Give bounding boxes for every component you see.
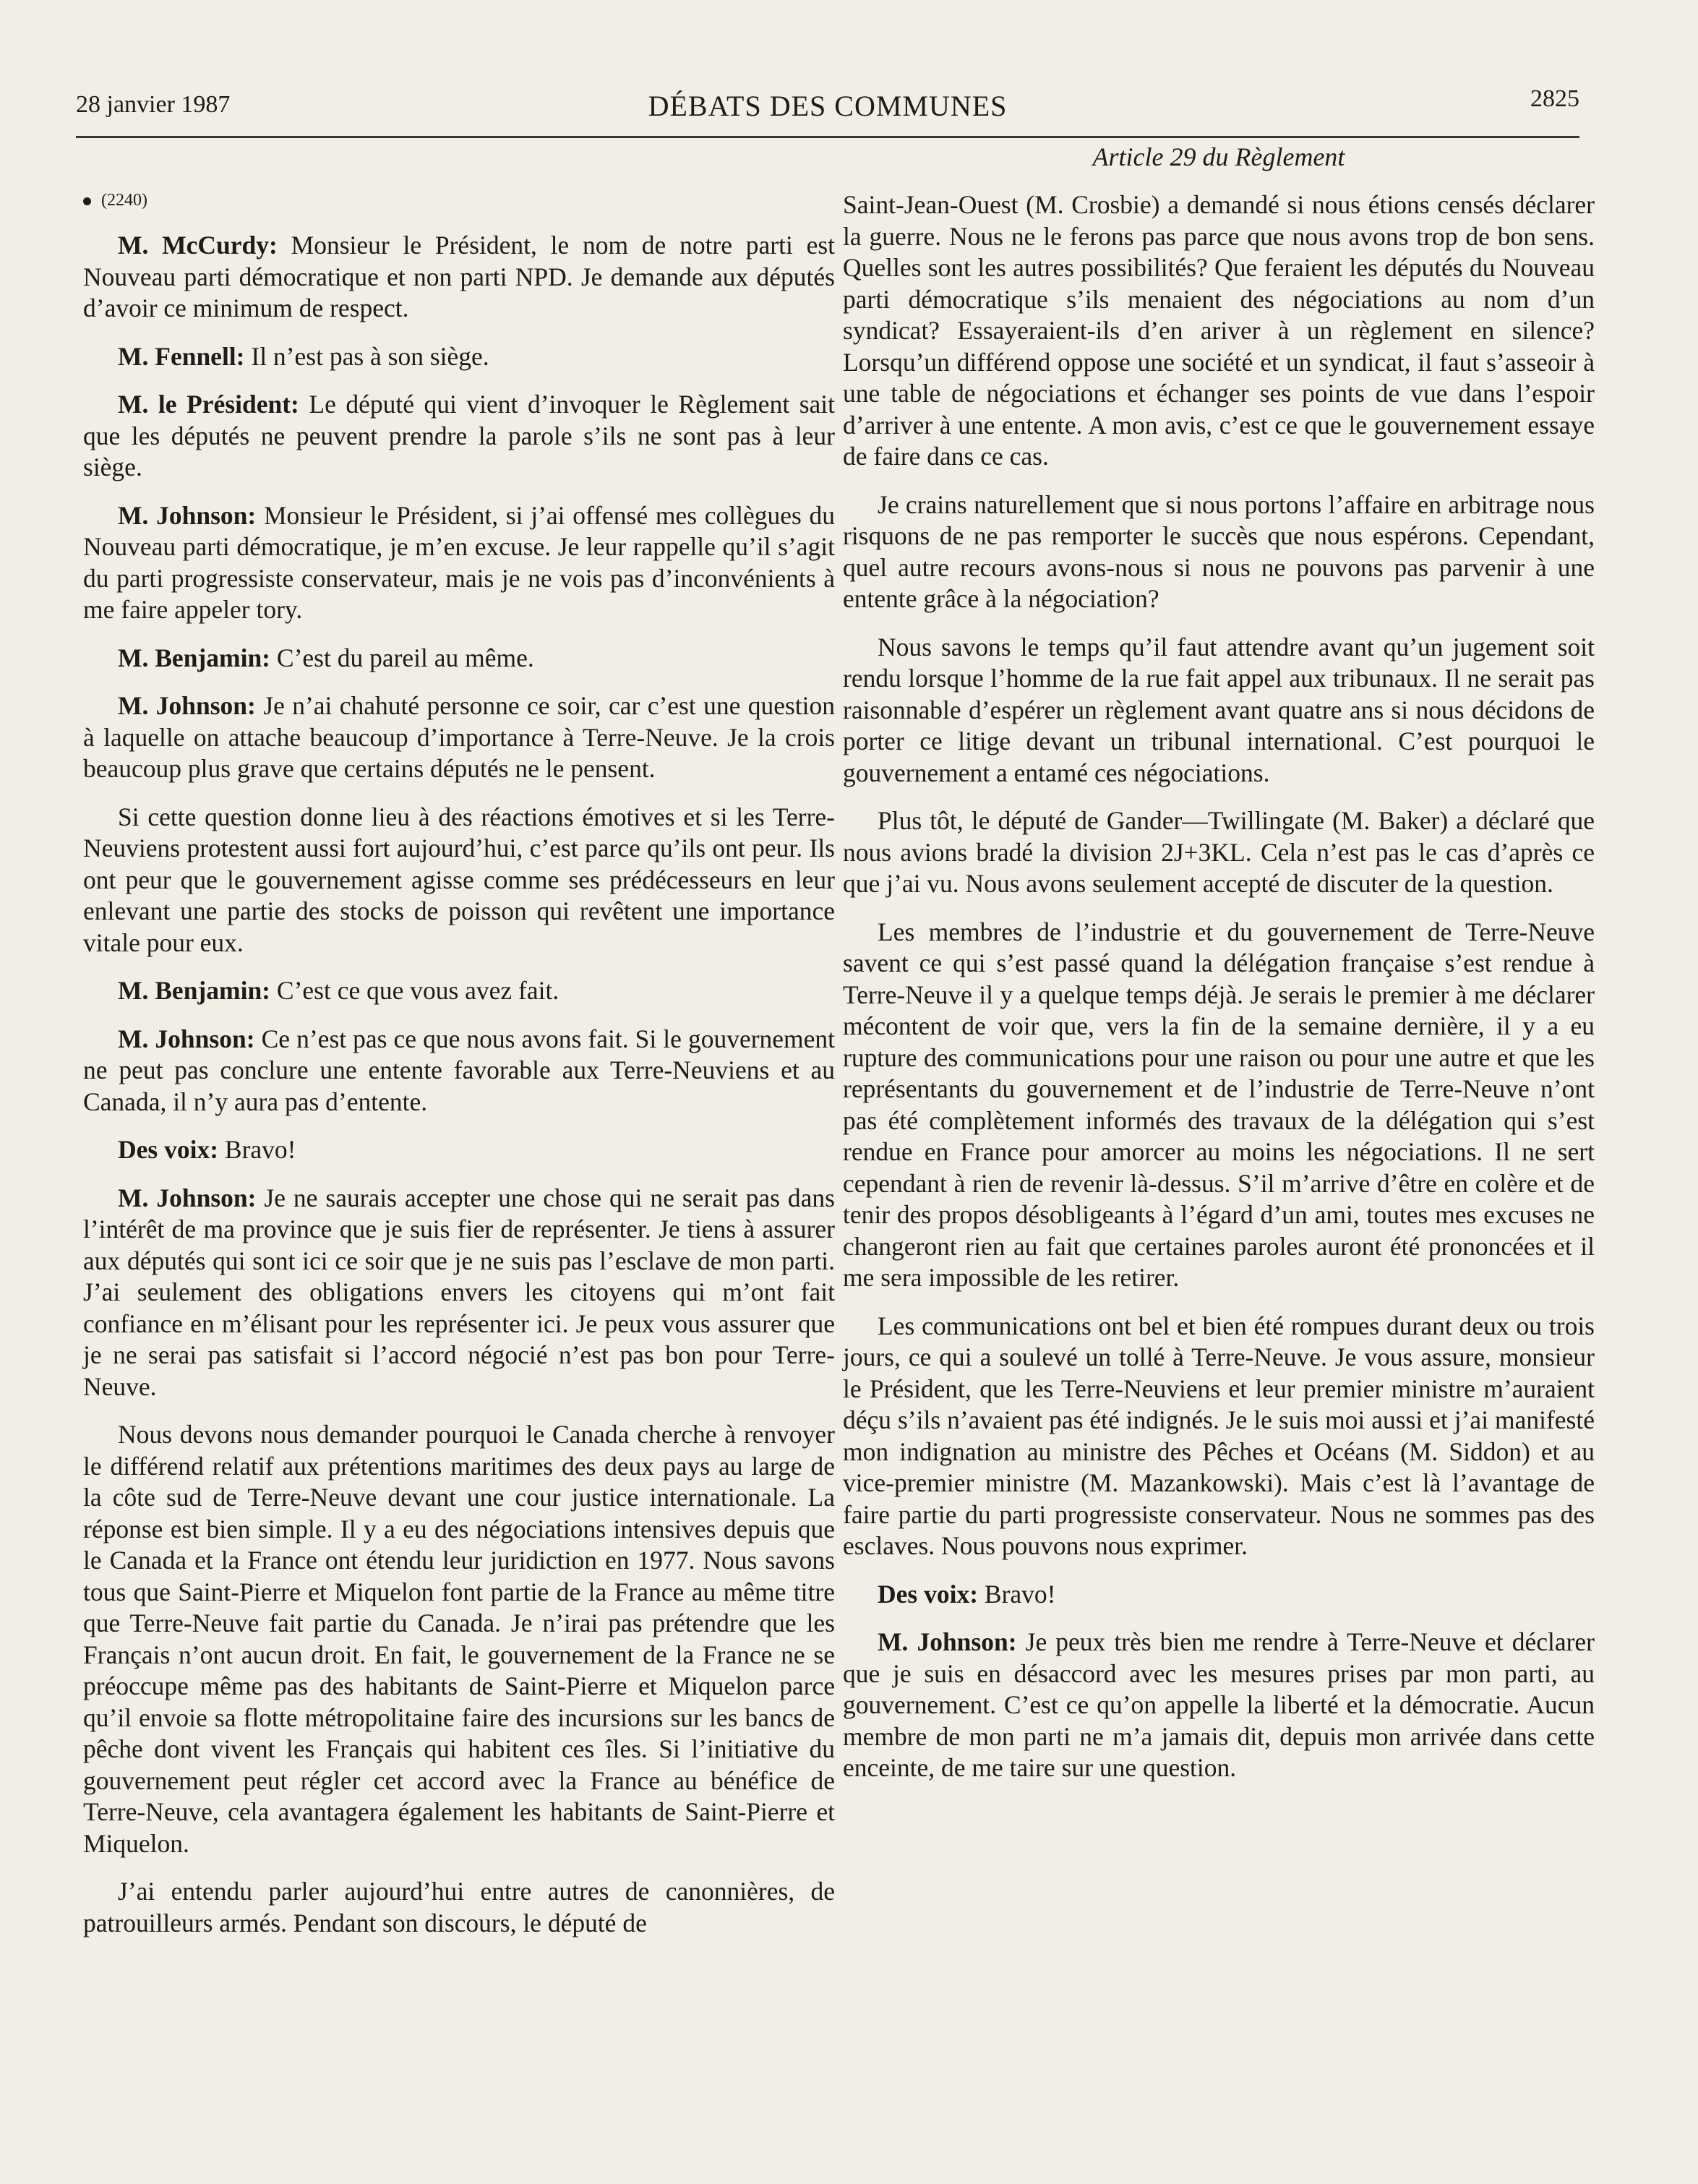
- paragraph-text: Je ne saurais accepter une chose qui ne serait pas dans l’intérêt de ma province que je suis fier de représenter. Je tiens à assurer aux députés qui sont ici ce soir que je ne suis pas l’esclave de mon parti. J’ai seulement des obligations envers les citoyens qui m’ont fait confiance en m’élisant pour les représenter ici. Je peux vous assurer que je ne serai pas satisfait si l’accord négocié n’est pas bon pour Terre-Neuve.: [83, 1183, 835, 1401]
- paragraph: [83, 1024, 835, 1118]
- page-header: [76, 85, 1579, 138]
- paragraph-text: J’ai entendu parler aujourd’hui entre autres de canonnières, de patrouilleurs armés. Pendant son discours, le député de: [83, 1877, 835, 1937]
- paragraph: [83, 341, 835, 373]
- paragraph-text: C’est ce que vous avez fait.: [276, 976, 559, 1005]
- speaker-name: M. Johnson:: [118, 1024, 255, 1053]
- paragraph: [843, 189, 1595, 473]
- paragraph: [83, 643, 835, 675]
- paragraph-text: Plus tôt, le député de Gander—Twillingate (M. Baker) a déclaré que nous avions bradé la division 2J+3KL. Cela n’est pas le cas d’après ce que j’ai vu. Nous avons seulement accepté de discuter de la question.: [843, 806, 1595, 898]
- speaker-name: M. Benjamin:: [118, 643, 271, 672]
- paragraph-text: Nous savons le temps qu’il faut attendre avant qu’un jugement soit rendu lorsque l’homme de la rue fait appel aux tribunaux. Il ne serait pas raisonnable d’espérer un règlement avant quatre ans si nous décidons de porter ce litige devant un tribunal international. C’est pourquoi le gouvernement a entamé ces négociations.: [843, 632, 1595, 787]
- paragraph-text: Bravo!: [224, 1135, 296, 1164]
- paragraph-text: C’est du pareil au même.: [276, 643, 534, 672]
- paragraph-text: Les membres de l’industrie et du gouvernement de Terre-Neuve savent ce qui s’est passé quand la délégation française s’est rendue à Terre-Neuve il y a quelque temps déjà. Je serais le premier à me déclarer mécontent de voir que, vers la fin de la semaine dernière, il y a eu rupture des communications pour une raison ou pour une autre et que les représentants du gouvernement et de l’industrie de Terre-Neuve n’ont pas été complètement informés des travaux de la délégation qui s’est rendue en France pour amorcer au moins les négociations. Il ne sert cependant à rien de revenir là-dessus. S’il m’arrive d’être en colère et de tenir des propos désobligeants à l’égard d’un ami, toutes mes excuses ne changeront rien au fait que certaines paroles auront été prononcées et il me sera impossible de les retirer.: [843, 917, 1595, 1292]
- speaker-name: M. McCurdy:: [118, 231, 278, 260]
- paragraph: [83, 975, 835, 1007]
- paragraph-text: Nous devons nous demander pourquoi le Canada cherche à renvoyer le différend relatif aux prétentions maritimes des deux pays au large de la côte sud de Terre-Neuve devant une cour justice internationale. La réponse est bien simple. Il y a eu des négociations intensives depuis que le Canada et la France ont étendu leur juridiction en 1977. Nous savons tous que Saint-Pierre et Miquelon font partie de la France au même titre que Terre-Neuve fait partie du Canada. Je n’irai pas prétendre que les Français n’ont aucun droit. En fait, le gouvernement de la France ne se préoccupe même pas des habitants de Saint-Pierre et Miquelon parce qu’il envoie sa flotte métropolitaine faire des incursions sur les bancs de pêche dont vivent les Français qui habitent ces îles. Si l’initiative du gouvernement peut régler cet accord avec la France au bénéfice de Terre-Neuve, cela avantagera également les habitants de Saint-Pierre et Miquelon.: [83, 1420, 835, 1858]
- paragraph-text: Je crains naturellement que si nous portons l’affaire en arbitrage nous risquons de ne pas remporter le succès que nous espérons. Cependant, quel autre recours avons-nous si nous ne pouvons pas parvenir à une entente grâce à la négociation?: [843, 489, 1595, 613]
- paragraph-text: Je n’ai chahuté personne ce soir, car c’est une question à laquelle on attache beaucoup d’importance à Terre-Neuve. Je la crois beaucoup plus grave que certains députés ne le pensent.: [83, 691, 836, 783]
- speaker-name: M. Benjamin:: [118, 976, 271, 1005]
- paragraph: [83, 690, 835, 785]
- paragraph: [843, 489, 1595, 615]
- page-number: 2825: [1530, 85, 1579, 112]
- time-marker-text: (2240): [101, 191, 147, 210]
- paragraph-text: Monsieur le Président, le nom de notre parti est Nouveau parti démocratique et non parti NPD. Je demande aux députés d’avoir ce minimum de respect.: [83, 231, 836, 322]
- paragraph: [843, 805, 1595, 900]
- header-title: DÉBATS DES COMMUNES: [648, 90, 1008, 122]
- paragraph: [843, 1579, 1595, 1611]
- time-marker: [83, 189, 835, 211]
- paragraph: [843, 917, 1595, 1294]
- paragraph-text: Saint-Jean-Ouest (M. Crosbie) a demandé si nous étions censés déclarer la guerre. Nous ne le ferons pas parce que nous avons trop de bon sens. Quelles sont les autres possibilités? Que feraient les députés du Nouveau parti démocratique s’ils menaient des négociations au nom d’un syndicat? Essayeraient-ils d’en ariver à un règlement en silence? Lorsqu’un différend oppose une société et un syndicat, il faut s’asseoir à une table de négociations et échanger ses points de vue dans l’espoir d’arriver à une entente. A mon avis, c’est ce que le gouvernement essaye de faire dans ce cas.: [843, 190, 1595, 471]
- paragraph: [83, 230, 835, 325]
- speaker-name: M. Johnson:: [118, 500, 257, 530]
- bullet-icon: [83, 197, 91, 205]
- paragraph: [83, 1183, 835, 1403]
- paragraph: [843, 1627, 1595, 1784]
- paragraph-text: Monsieur le Président, si j’ai offensé mes collègues du Nouveau parti démocratique, je m’en excuse. Je leur rappelle qu’il s’agit du parti progressiste conservateur, mais je ne vois pas d’inconvénients à me faire appeler tory.: [83, 500, 836, 624]
- paragraph-text: Si cette question donne lieu à des réactions émotives et si les Terre-Neuviens protestent aussi fort aujourd’hui, c’est parce qu’ils ont peur. Ils ont peur que le gouvernement agisse comme ses prédécesseurs en leur enlevant une partie des stocks de poisson qui revêtent une importance vitale pour eux.: [83, 802, 835, 957]
- paragraph-text: Les communications ont bel et bien été rompues durant deux ou trois jours, ce qui a soulevé un tollé à Terre-Neuve. Je vous assure, monsieur le Président, que les Terre-Neuviens et leur premier ministre m’auraient déçu s’ils n’avaient pas été indignés. Je le suis moi aussi et j’ai manifesté mon indignation au ministre des Pêches et Océans (M. Siddon) et au vice-premier ministre (M. Mazankowski). Mais c’est là l’avantage de faire partie du parti progressiste conservateur. Nous ne sommes pas des esclaves. Nous pouvons nous exprimer.: [843, 1311, 1595, 1560]
- paragraph: [83, 1419, 835, 1859]
- paragraph: [843, 1311, 1595, 1562]
- speaker-name: M. Johnson:: [118, 691, 256, 720]
- speaker-name: Des voix:: [118, 1135, 219, 1164]
- paragraph: [83, 1876, 835, 1939]
- paragraph-text: Le député qui vient d’invoquer le Règlement sait que les députés ne peuvent prendre la parole s’ils ne sont pas à leur siège.: [83, 390, 836, 481]
- paragraph: [843, 632, 1595, 789]
- paragraph: [83, 802, 835, 959]
- paragraph: [83, 500, 835, 626]
- paragraph-text: Il n’est pas à son siège.: [251, 341, 489, 371]
- speaker-name: M. Johnson:: [118, 1183, 257, 1212]
- speaker-name: M. Johnson:: [878, 1627, 1017, 1656]
- speaker-name: M. le Président:: [118, 390, 299, 419]
- speaker-name: Des voix:: [878, 1579, 979, 1609]
- header-date: 28 janvier 1987: [76, 91, 231, 118]
- paragraph-text: Ce n’est pas ce que nous avons fait. Si le gouvernement ne peut pas conclure une entente favorable aux Terre-Neuviens et au Canada, il n’y aura pas d’entente.: [83, 1024, 836, 1116]
- left-column: [83, 189, 835, 1956]
- paragraph-text: Je peux très bien me rendre à Terre-Neuve et déclarer que je suis en désaccord avec les mesures prises par mon parti, au gouvernement. C’est ce qu’on appelle la liberté et la démocratie. Aucun membre de mon parti ne m’a jamais dit, depuis mon arrivée dans cette enceinte, de me taire sur une question.: [843, 1627, 1595, 1782]
- right-column: [843, 189, 1595, 1801]
- speaker-name: M. Fennell:: [118, 341, 245, 371]
- paragraph: [83, 1134, 835, 1166]
- paragraph-text: Bravo!: [984, 1579, 1056, 1609]
- section-title: Article 29 du Règlement: [1092, 142, 1345, 171]
- paragraph: [83, 389, 835, 484]
